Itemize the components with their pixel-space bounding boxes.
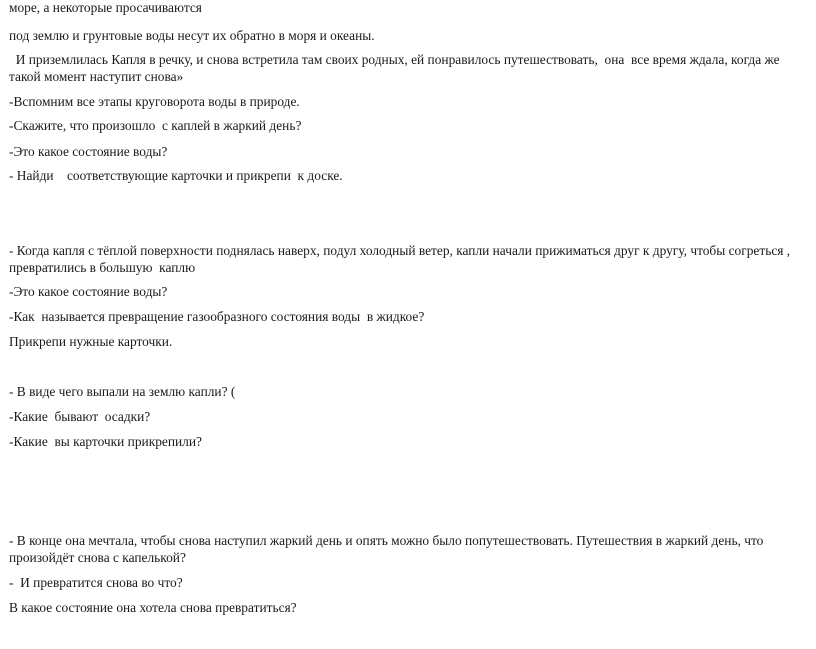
paragraph-end-dream: - В конце она мечтала, чтобы снова наступил жаркий день и опять можно было попутешествовать. Путешествия в жаркий день, что произойдёт снова с капелькой? [9, 533, 767, 565]
question-turn-into: - И превратится снова во что? [9, 575, 183, 590]
question-which-state: В какое состояние она хотела снова превратиться? [9, 600, 297, 615]
paragraph-line-1: море, а некоторые просачиваются [9, 0, 202, 15]
paragraph-capla-landed: И приземлилась Капля в речку, и снова встретила там своих родных, ей понравилось путешествовать, она все время ждала, когда же такой момент наступит снова» [9, 52, 783, 84]
question-condensation: -Как называется превращение газообразного состояния воды в жидкое? [9, 309, 425, 324]
question-water-state-1: -Это какое состояние воды? [9, 144, 168, 159]
paragraph-cold-wind: - Когда капля с тёплой поверхности поднялась наверх, подул холодный ветер, капли начали прижиматься друг к другу, чтобы согреться , превратились в большую каплю [9, 243, 794, 275]
question-hot-day: -Скажите, что произошло с каплей в жаркий день? [9, 118, 302, 133]
question-which-cards: -Какие вы карточки прикрепили? [9, 434, 202, 449]
question-precipitation-types: -Какие бывают осадки? [9, 409, 151, 424]
question-water-state-2: -Это какое состояние воды? [9, 284, 168, 299]
paragraph-line-2: под землю и грунтовые воды несут их обратно в моря и океаны. [9, 28, 375, 43]
question-drops-fell: - В виде чего выпали на землю капли? ( [9, 384, 236, 399]
instruction-find-cards: - Найди соответствующие карточки и прикрепи к доске. [9, 168, 343, 183]
question-recall-stages: -Вспомним все этапы круговорота воды в природе. [9, 94, 300, 109]
instruction-attach-cards: Прикрепи нужные карточки. [9, 334, 173, 349]
